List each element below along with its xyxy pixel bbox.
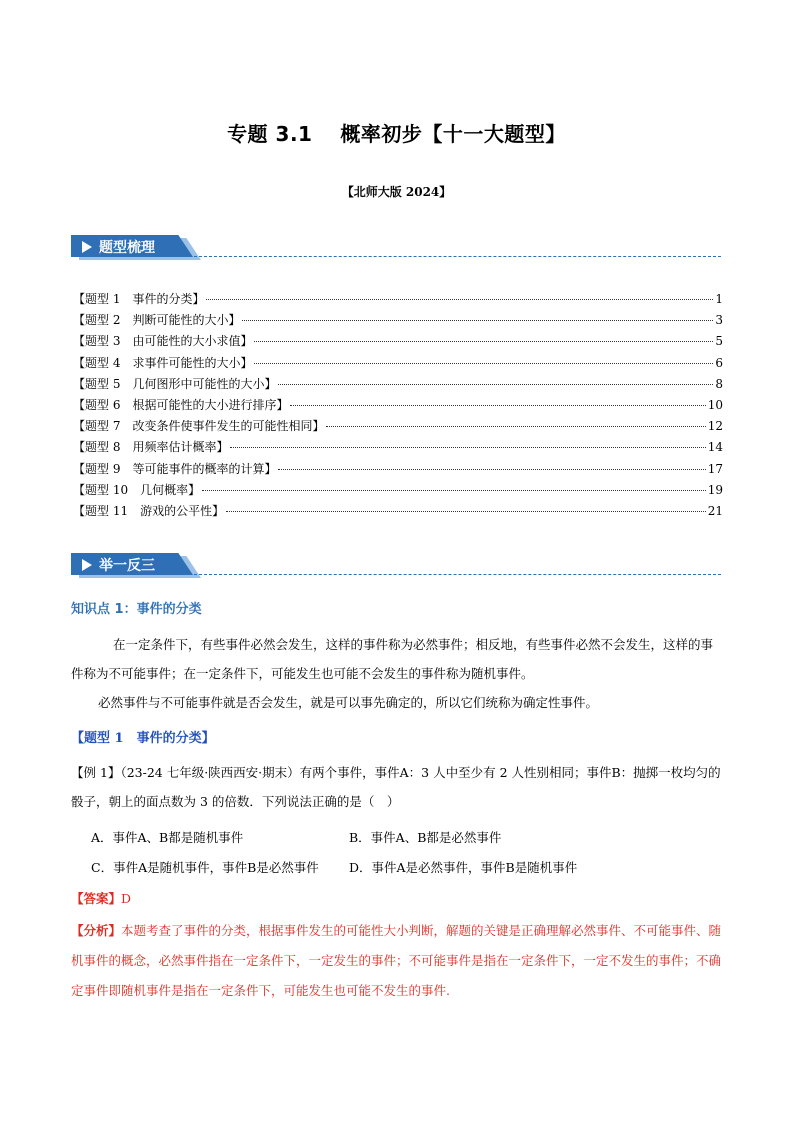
toc-entry-title[interactable]: 【题型 1 事件的分类】 bbox=[73, 292, 205, 306]
toc-leader bbox=[254, 341, 713, 342]
toc-entry[interactable] bbox=[73, 417, 723, 438]
play-triangle-icon bbox=[82, 559, 92, 571]
toc-entry-title[interactable]: 【题型 5 几何图形中可能性的大小】 bbox=[73, 376, 277, 391]
page-title: 专题 3.1 概率初步【十一大题型】 bbox=[227, 122, 566, 146]
analysis-label: 【分析】 bbox=[71, 923, 122, 938]
paragraph: 必然事件与不可能事件就是否会发生，就是可以事先确定的，所以它们统称为确定性事件。 bbox=[98, 695, 599, 710]
toc-leader bbox=[226, 511, 706, 512]
example-label: 【例 1】 bbox=[71, 765, 121, 780]
toc-entry[interactable] bbox=[73, 481, 723, 502]
toc-entry-title[interactable]: 【题型 2 判断可能性的大小】 bbox=[73, 313, 241, 328]
paragraph: 在一定条件下，有些事件必然会发生，这样的事件称为必然事件；相反地，有些事件必然不会发生，这样的事件称为不可能事件；在一定条件下，可能发生也可能不会发生的事件称为随机事件。 bbox=[71, 637, 714, 681]
toc-entry-page[interactable]: 14 bbox=[707, 440, 723, 455]
play-triangle-icon bbox=[82, 241, 92, 253]
toc-entry[interactable] bbox=[73, 332, 723, 353]
toc-entry-page[interactable]: 21 bbox=[707, 503, 723, 518]
analysis bbox=[71, 916, 723, 1006]
toc-leader bbox=[206, 299, 713, 300]
toc-entry-title[interactable]: 【题型 7 改变条件使事件发生的可能性相同】 bbox=[73, 419, 325, 434]
dashed-divider bbox=[189, 574, 721, 575]
toc-entry-page[interactable]: 8 bbox=[715, 376, 723, 391]
toc-entry[interactable] bbox=[73, 290, 723, 311]
knowledge-point-heading: 知识点 1：事件的分类 bbox=[71, 602, 202, 617]
toc-entry-title[interactable]: 【题型 8 用频率估计概率】 bbox=[73, 440, 229, 455]
toc-leader bbox=[230, 447, 705, 448]
table-of-contents bbox=[73, 290, 723, 523]
toc-entry-title[interactable]: 【题型 11 游戏的公平性】 bbox=[73, 503, 225, 518]
answer-value: D bbox=[121, 891, 132, 906]
edition-subtitle: 【北师大版 2024】 bbox=[341, 185, 452, 199]
toc-entry-page[interactable]: 17 bbox=[707, 461, 723, 476]
example-question bbox=[71, 758, 723, 816]
toc-leader bbox=[326, 426, 705, 427]
toc-leader bbox=[290, 405, 705, 406]
option-c: C．事件A是随机事件，事件B是必然事件 bbox=[91, 860, 319, 875]
toc-entry-page[interactable]: 3 bbox=[715, 313, 723, 328]
answer bbox=[71, 889, 131, 907]
question-type-heading: 【题型 1 事件的分类】 bbox=[71, 731, 215, 746]
examples-banner bbox=[71, 553, 721, 579]
banner-label: 举一反三 bbox=[99, 558, 155, 574]
toc-leader bbox=[278, 384, 713, 385]
toc-entry[interactable] bbox=[73, 460, 723, 481]
toc-leader bbox=[242, 320, 713, 321]
example-text: （23-24 七年级·陕西西安·期末）有两个事件，事件A：3 人中至少有 2 人性别相同；事件B：抛掷一枚均匀的骰子，朝上的面点数为 3 的倍数．下列说法正确的是（ ） bbox=[71, 765, 721, 809]
toc-entry[interactable] bbox=[73, 502, 723, 523]
toc-banner bbox=[71, 235, 721, 261]
answer-label: 【答案】 bbox=[71, 891, 122, 906]
option-b: B．事件A、B都是必然事件 bbox=[349, 830, 502, 845]
option-d: D．事件A是必然事件，事件B是随机事件 bbox=[349, 860, 578, 875]
toc-leader bbox=[278, 469, 705, 470]
toc-entry-page[interactable]: 1 bbox=[715, 292, 723, 306]
toc-entry-page[interactable]: 6 bbox=[715, 355, 723, 370]
toc-leader bbox=[254, 363, 713, 364]
toc-entry-title[interactable]: 【题型 3 由可能性的大小求值】 bbox=[73, 334, 253, 349]
toc-entry[interactable] bbox=[73, 438, 723, 459]
option-a: A．事件A、B都是随机事件 bbox=[91, 830, 244, 845]
toc-entry-page[interactable]: 12 bbox=[707, 419, 723, 434]
dashed-divider bbox=[189, 256, 721, 257]
toc-entry-page[interactable]: 10 bbox=[707, 397, 723, 412]
toc-entry-page[interactable]: 5 bbox=[715, 334, 723, 349]
toc-entry[interactable] bbox=[73, 375, 723, 396]
banner-label: 题型梳理 bbox=[99, 240, 155, 256]
toc-entry-title[interactable]: 【题型 10 几何概率】 bbox=[73, 482, 201, 497]
toc-leader bbox=[202, 490, 706, 491]
toc-entry[interactable] bbox=[73, 396, 723, 417]
toc-entry[interactable] bbox=[73, 354, 723, 375]
toc-entry-title[interactable]: 【题型 9 等可能事件的概率的计算】 bbox=[73, 461, 277, 476]
toc-entry[interactable] bbox=[73, 311, 723, 332]
toc-entry-title[interactable]: 【题型 6 根据可能性的大小进行排序】 bbox=[73, 397, 289, 412]
toc-entry-page[interactable]: 19 bbox=[707, 482, 723, 497]
analysis-text: 本题考查了事件的分类，根据事件发生的可能性大小判断，解题的关键是正确理解必然事件、不可能事件、随机事件的概念，必然事件指在一定条件下，一定发生的事件；不可能事件是指在一定条件下，一定不发生的事件；不确定事件即随机事件是指在一定条件下，可能发生也可能不发生的事件. bbox=[71, 923, 722, 998]
toc-entry-title[interactable]: 【题型 4 求事件可能性的大小】 bbox=[73, 355, 253, 370]
